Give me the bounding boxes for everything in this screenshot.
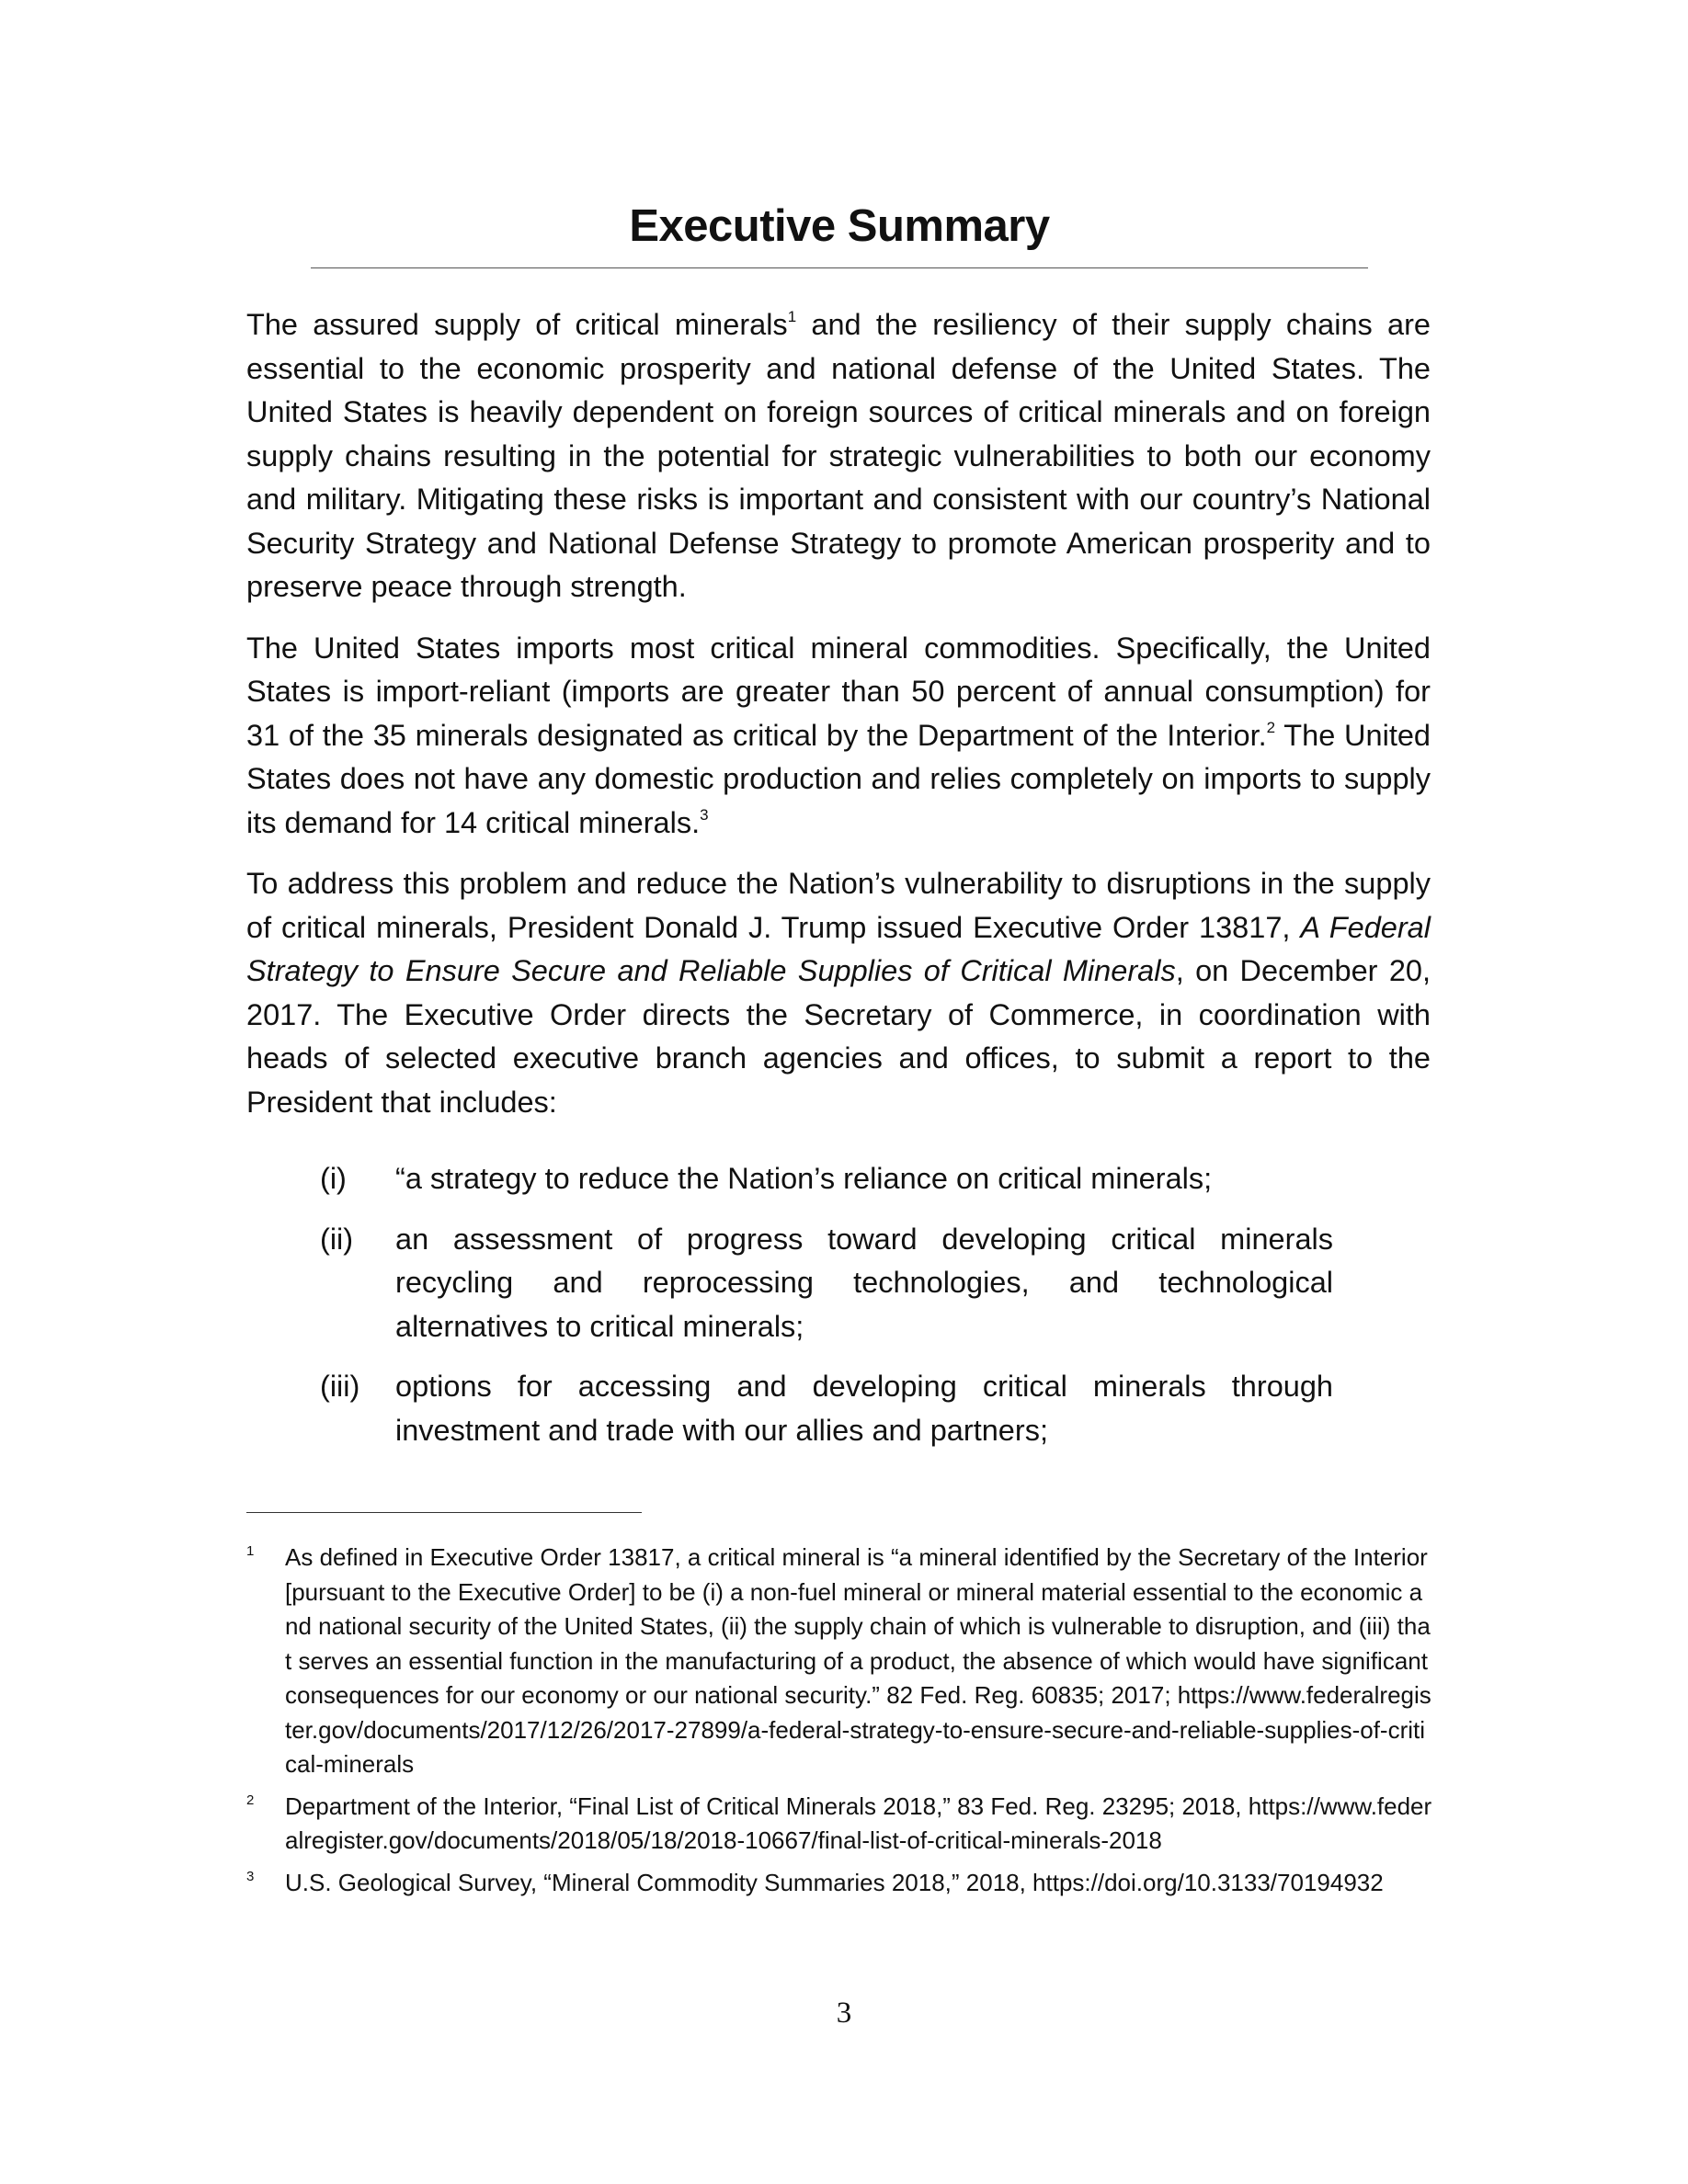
paragraph-1-text-b: and the resiliency of their supply chains are essential to the economic prosperity and national defense of the United States. The United States is heavily dependent on foreign sources of critical minerals and on foreign supply chains resulting in the potential for strategic vulnerabilities to both our economy and military. Mitigating these risks is important and consistent with our country’s National Security Strategy and National Defense Strategy to promote American prosperity and to preserve peace through strength. <box>246 308 1431 603</box>
list-item <box>320 1365 1333 1452</box>
paragraph-3 <box>246 862 1431 1124</box>
executive-order-title: A Federal Strategy to Ensure Secure and Reliable Supplies of Critical Minerals <box>246 910 1431 987</box>
paragraph-2 <box>246 627 1431 846</box>
footnote-text[interactable]: U.S. Geological Survey, “Mineral Commodity Summaries 2018,” 2018, https://doi.org/10.3133/70194932 <box>285 1868 1384 1896</box>
footnote-mark: 3 <box>246 1868 255 1884</box>
list-item-text: options for accessing and developing critical minerals through investment and trade with our allies and partners; <box>395 1370 1333 1447</box>
footnote-text[interactable]: As defined in Executive Order 13817, a critical mineral is “a mineral identified by the Secretary of the Interior [pursuant to the Executive Order] to be (i) a non-fuel mineral or mineral material essential to the economic and national security of the United States, (ii) the supply chain of which is vulnerable to disruption, and (iii) that serves an essential function in the manufacturing of a product, the absence of which would have significant consequences for our economy or our national security.” 82 Fed. Reg. 60835; 2017; https://www.federalregister.gov/documents/2017/12/26/2017-27899/a-federal-strategy-to-ensure-secure-and-reliable-supplies-of-critical-minerals <box>285 1543 1431 1778</box>
report-requirements-list <box>320 1157 1333 1469</box>
list-item-number: (i) <box>320 1162 347 1195</box>
paragraph-2-text-a: The United States imports most critical mineral commodities. Specifically, the United States is import-reliant (imports are greater than 50 percent of annual consumption) for 31 of the 35 minerals designated as critical by the Department of the Interior. <box>246 631 1431 752</box>
title-underline <box>311 267 1368 268</box>
list-item-text: “a strategy to reduce the Nation’s reliance on critical minerals; <box>395 1162 1213 1195</box>
paragraph-3-text-a: To address this problem and reduce the Nation’s vulnerability to disruptions in the supply of critical minerals, President Donald J. Trump issued Executive Order 13817, <box>246 867 1431 944</box>
footnote-ref-1[interactable]: 1 <box>787 308 797 326</box>
list-item <box>320 1218 1333 1349</box>
body-text <box>246 303 1431 1124</box>
list-item-text: an assessment of progress toward developing critical minerals recycling and reprocessing technologies, and technological alternatives to critical minerals; <box>395 1222 1333 1343</box>
paragraph-2-text-b: The United States does not have any domestic production and relies completely on imports to supply its demand for 14 critical minerals. <box>246 718 1431 839</box>
page-title: Executive Summary <box>629 201 1050 251</box>
list-item-number: (iii) <box>320 1370 360 1403</box>
footnote-mark: 1 <box>246 1543 255 1559</box>
paragraph-1 <box>246 303 1431 609</box>
footnote-mark: 2 <box>246 1792 255 1808</box>
footnote-ref-2[interactable]: 2 <box>1266 718 1276 736</box>
footnote-1 <box>246 1541 1432 1782</box>
footnotes <box>246 1541 1432 1907</box>
page-number: 3 <box>836 1996 852 2030</box>
footnote-ref-3[interactable]: 3 <box>700 805 709 824</box>
footnote-3 <box>246 1866 1432 1901</box>
footnote-text[interactable]: Department of the Interior, “Final List of Critical Minerals 2018,” 83 Fed. Reg. 23295; 2018, https://www.federalregister.gov/documents/2018/05/18/2018-10667/final-list-of-critical-minerals-2018 <box>285 1792 1432 1854</box>
footnote-separator <box>246 1512 642 1513</box>
paragraph-3-text-b: , on December 20, 2017. The Executive Order directs the Secretary of Commerce, in coordination with heads of selected executive branch agencies and offices, to submit a report to the President that includes: <box>246 954 1431 1119</box>
list-item-number: (ii) <box>320 1222 354 1256</box>
list-item <box>320 1157 1333 1201</box>
footnote-2 <box>246 1790 1432 1859</box>
paragraph-1-text-a: The assured supply of critical minerals <box>246 308 788 341</box>
